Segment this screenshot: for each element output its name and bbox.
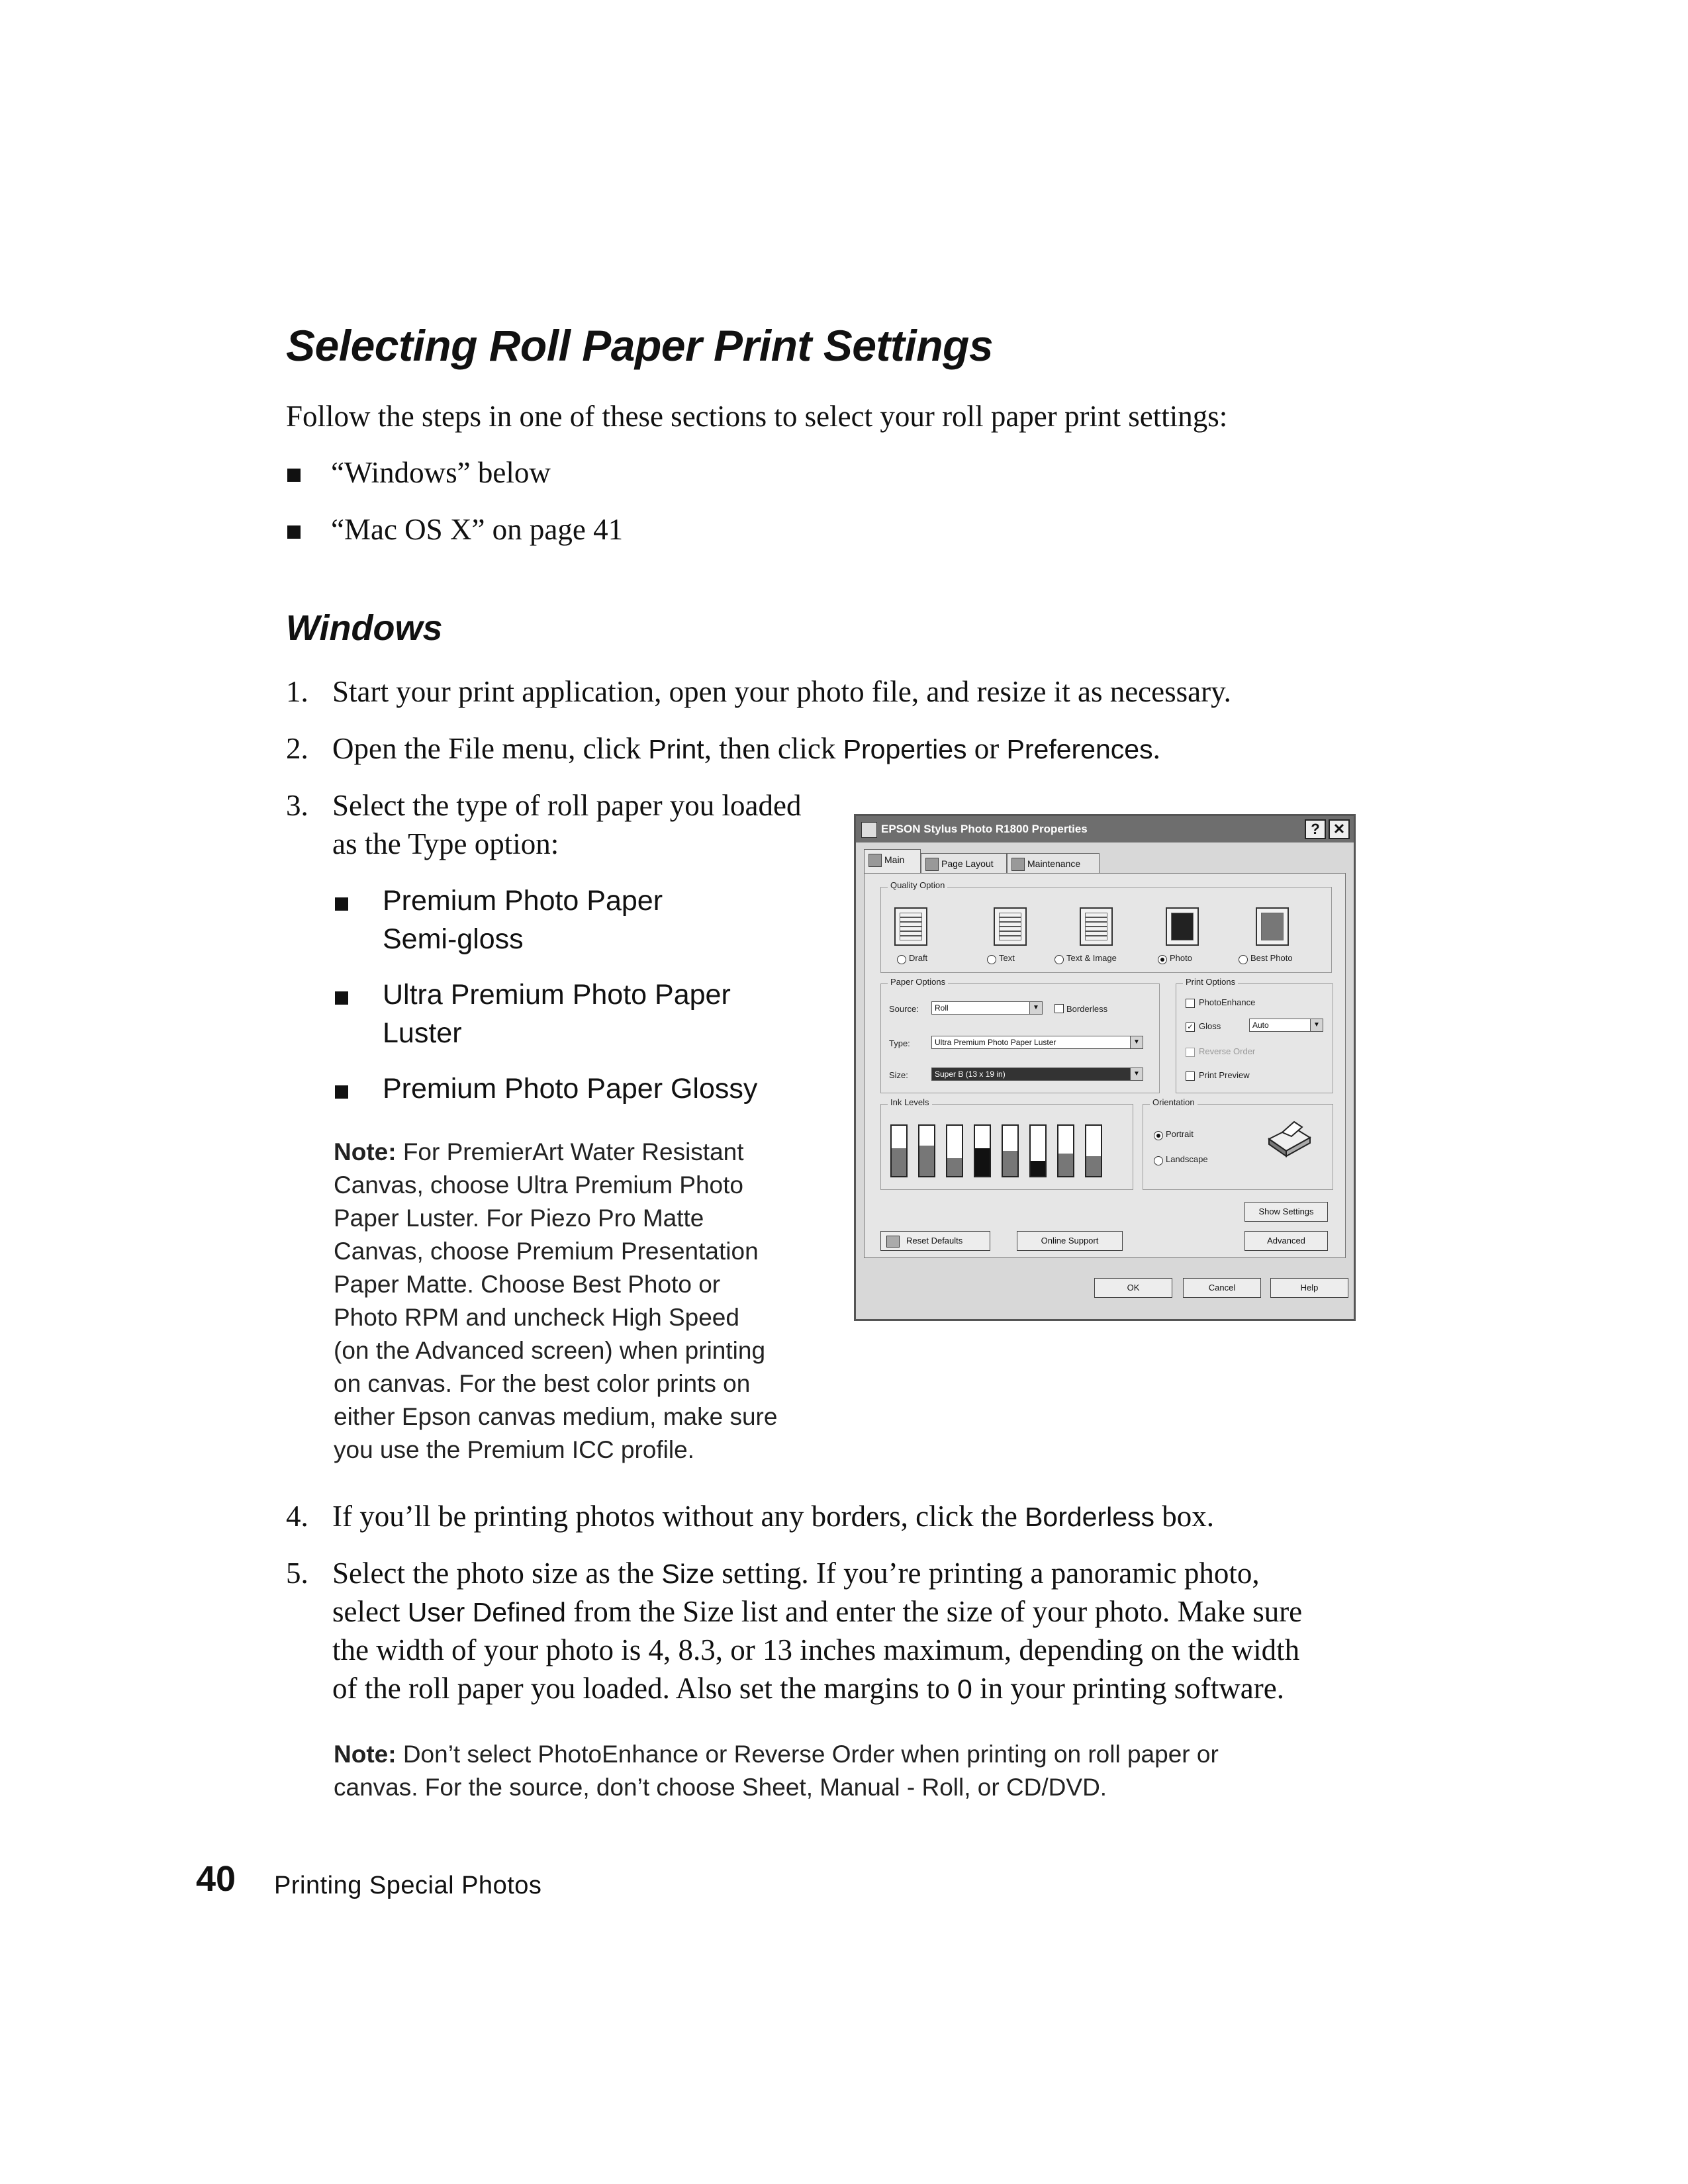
note-line: Photo RPM and uncheck High Speed xyxy=(334,1304,739,1331)
printer-icon xyxy=(861,822,877,838)
print-command: Print xyxy=(648,734,704,764)
dialog-title-bar xyxy=(856,816,1354,842)
printer-properties-dialog xyxy=(854,814,1356,1321)
bullet-square xyxy=(335,897,348,911)
step-4-text xyxy=(332,1497,1214,1536)
group-label: Paper Options xyxy=(888,977,948,987)
step-5-text: select xyxy=(332,1595,408,1628)
note-line: For PremierArt Water Resistant xyxy=(396,1138,744,1165)
text-radio[interactable] xyxy=(987,955,996,964)
gloss-value: Auto xyxy=(1252,1021,1269,1030)
preferences-command: Preferences xyxy=(1006,734,1153,764)
step-4-end: box. xyxy=(1154,1500,1215,1533)
main-tab-panel xyxy=(864,873,1346,1258)
size-select[interactable] xyxy=(931,1068,1143,1081)
orientation-group xyxy=(1143,1097,1333,1190)
size-label: Size: xyxy=(889,1070,908,1080)
size-term: Size xyxy=(661,1559,715,1589)
ink-cartridge xyxy=(918,1124,935,1177)
ink-level-fill xyxy=(1086,1156,1101,1176)
page-number: 40 xyxy=(196,1859,236,1899)
ink-cartridge xyxy=(1057,1124,1074,1177)
ink-cartridge xyxy=(1085,1124,1102,1177)
note-line: Paper Luster. For Piezo Pro Matte xyxy=(334,1205,704,1232)
text-image-radio[interactable] xyxy=(1055,955,1064,964)
reset-defaults-button[interactable] xyxy=(880,1231,990,1251)
ink-level-fill xyxy=(975,1148,990,1176)
help-icon[interactable]: ? xyxy=(1305,819,1326,839)
step-5-text: of the roll paper you loaded. Also set the margins to xyxy=(332,1672,957,1705)
page-title: Selecting Roll Paper Print Settings xyxy=(286,321,994,370)
landscape-radio[interactable] xyxy=(1154,1156,1163,1165)
ink-level-fill xyxy=(892,1148,906,1176)
tab-label: Main xyxy=(884,854,905,865)
user-defined-term: User Defined xyxy=(407,1597,566,1627)
zero-term: 0 xyxy=(957,1674,972,1704)
show-settings-button[interactable]: Show Settings xyxy=(1244,1202,1328,1222)
text-image-label: Text & Image xyxy=(1066,953,1117,963)
photoenhance-checkbox[interactable] xyxy=(1186,999,1195,1008)
note-line: you use the Premium ICC profile. xyxy=(334,1436,694,1463)
paper-type-item: Premium Photo Paper Glossy xyxy=(383,1073,758,1105)
ok-button[interactable]: OK xyxy=(1094,1278,1172,1298)
dialog-title: EPSON Stylus Photo R1800 Properties xyxy=(881,823,1088,835)
ink-cartridge xyxy=(1002,1124,1019,1177)
tab-label: Page Layout xyxy=(941,858,994,869)
section-heading-windows: Windows xyxy=(286,608,443,648)
gloss-select[interactable] xyxy=(1249,1019,1323,1032)
gloss-label: Gloss xyxy=(1199,1021,1221,1031)
note-line: Canvas, choose Premium Presentation xyxy=(334,1238,759,1265)
photo-quality-icon[interactable] xyxy=(1166,907,1199,946)
step-number: 1. xyxy=(286,675,308,708)
tab-page-layout[interactable] xyxy=(921,853,1007,873)
ink-level-fill xyxy=(919,1146,934,1176)
note-canvas xyxy=(334,1136,837,1467)
borderless-checkbox[interactable] xyxy=(1055,1004,1064,1013)
step-5-line-1 xyxy=(332,1554,1260,1593)
draft-label: Draft xyxy=(909,953,928,963)
reset-defaults-label: Reset Defaults xyxy=(906,1236,963,1246)
step-5-line-2 xyxy=(332,1592,1302,1631)
step-5-text: Select the photo size as the xyxy=(332,1557,662,1590)
cancel-button[interactable]: Cancel xyxy=(1183,1278,1261,1298)
draft-quality-icon[interactable] xyxy=(894,907,927,946)
draft-radio[interactable] xyxy=(897,955,906,964)
note-label: Note: xyxy=(334,1741,397,1768)
step-number: 4. xyxy=(286,1500,308,1533)
paper-type-item: Ultra Premium Photo Paper xyxy=(383,979,731,1011)
type-select[interactable] xyxy=(931,1036,1143,1049)
step-2-end: . xyxy=(1152,732,1160,765)
photo-label: Photo xyxy=(1170,953,1192,963)
step-4-pre: If you’ll be printing photos without any borders, click the xyxy=(332,1500,1025,1533)
best-photo-quality-icon[interactable] xyxy=(1256,907,1289,946)
page-layout-icon xyxy=(925,858,939,871)
chevron-down-icon: ▼ xyxy=(1029,1002,1042,1014)
paper-type-item-line-2: Luster xyxy=(383,1017,462,1049)
group-label: Ink Levels xyxy=(888,1097,932,1107)
step-2-mid: , then click xyxy=(704,732,843,765)
note-line: (on the Advanced screen) when printing xyxy=(334,1337,766,1364)
step-3-line-2: as the Type option: xyxy=(332,827,559,860)
reset-icon xyxy=(886,1236,900,1248)
ink-cartridge xyxy=(946,1124,963,1177)
chevron-down-icon: ▼ xyxy=(1310,1019,1323,1031)
portrait-radio[interactable] xyxy=(1154,1131,1163,1140)
ink-cartridge xyxy=(974,1124,991,1177)
step-5-text: from the Size list and enter the size of your photo. Make sure xyxy=(565,1595,1303,1628)
text-quality-icon[interactable] xyxy=(994,907,1027,946)
online-support-button[interactable]: Online Support xyxy=(1017,1231,1123,1251)
step-number: 5. xyxy=(286,1557,308,1590)
step-number: 2. xyxy=(286,732,308,765)
advanced-button[interactable]: Advanced xyxy=(1244,1231,1328,1251)
quality-option-group xyxy=(880,880,1332,973)
paper-type-item: Premium Photo Paper xyxy=(383,885,663,917)
note-line: canvas. For the source, don’t choose Sheet, Manual - Roll, or CD/DVD. xyxy=(334,1774,1107,1801)
source-select[interactable] xyxy=(931,1001,1043,1015)
step-1-text: Start your print application, open your photo file, and resize it as necessary. xyxy=(332,675,1231,708)
ink-levels-group xyxy=(880,1097,1133,1190)
best-photo-label: Best Photo xyxy=(1250,953,1293,963)
bullet-square xyxy=(335,991,348,1005)
ink-level-fill xyxy=(1031,1161,1045,1176)
tab-label: Maintenance xyxy=(1027,858,1081,869)
close-icon[interactable]: ✕ xyxy=(1329,819,1350,839)
bullet-square xyxy=(287,469,301,482)
paper-type-item-line-2: Semi-gloss xyxy=(383,923,524,955)
properties-command: Properties xyxy=(843,734,967,764)
gloss-checkbox[interactable]: ✓ xyxy=(1186,1023,1195,1032)
step-2-or: or xyxy=(966,732,1007,765)
size-value: Super B (13 x 19 in) xyxy=(935,1069,1006,1079)
step-5-line-4 xyxy=(332,1669,1284,1708)
maintenance-icon xyxy=(1011,858,1025,871)
photoenhance-label: PhotoEnhance xyxy=(1199,997,1256,1007)
note-label: Note: xyxy=(334,1138,397,1165)
reverse-order-label: Reverse Order xyxy=(1199,1046,1256,1056)
borderless-label: Borderless xyxy=(1066,1004,1108,1014)
print-preview-label: Print Preview xyxy=(1199,1070,1250,1080)
portrait-label: Portrait xyxy=(1166,1129,1194,1139)
borderless-term: Borderless xyxy=(1025,1502,1155,1532)
type-label: Type: xyxy=(889,1038,910,1048)
print-options-group xyxy=(1176,977,1333,1093)
photo-radio[interactable] xyxy=(1158,955,1167,964)
tab-main[interactable] xyxy=(864,849,921,874)
chevron-down-icon: ▼ xyxy=(1130,1036,1143,1048)
best-photo-radio[interactable] xyxy=(1239,955,1248,964)
link-mac-os-x[interactable]: “Mac OS X” on page 41 xyxy=(331,513,624,546)
ink-level-fill xyxy=(947,1158,962,1176)
paper-options-group xyxy=(880,977,1160,1093)
step-3-line-1: Select the type of roll paper you loaded xyxy=(332,789,802,822)
ink-level-fill xyxy=(1058,1154,1073,1176)
landscape-label: Landscape xyxy=(1166,1154,1208,1164)
group-label: Orientation xyxy=(1150,1097,1197,1107)
note-line: Don’t select PhotoEnhance or Reverse Order when printing on roll paper or xyxy=(396,1741,1219,1768)
ink-level-fill xyxy=(1003,1151,1017,1176)
text-image-quality-icon[interactable] xyxy=(1080,907,1113,946)
step-2-text xyxy=(332,729,1160,768)
intro-text: Follow the steps in one of these sections to select your roll paper print settings: xyxy=(286,400,1228,433)
source-value: Roll xyxy=(935,1003,949,1013)
note-line: on canvas. For the best color prints on xyxy=(334,1370,751,1397)
ink-cartridge xyxy=(1029,1124,1047,1177)
step-5-line-3: the width of your photo is 4, 8.3, or 13 inches maximum, depending on the width xyxy=(332,1633,1300,1666)
source-label: Source: xyxy=(889,1004,919,1014)
link-windows[interactable]: “Windows” below xyxy=(331,456,551,489)
help-button[interactable]: Help xyxy=(1270,1278,1348,1298)
reverse-order-checkbox[interactable] xyxy=(1186,1048,1195,1057)
bullet-square xyxy=(287,525,301,539)
note-line: Canvas, choose Ultra Premium Photo xyxy=(334,1171,743,1199)
printer-illustration-icon xyxy=(1262,1119,1313,1159)
tab-maintenance[interactable] xyxy=(1007,853,1100,873)
note-roll-paper xyxy=(334,1738,1219,1804)
note-line: Paper Matte. Choose Best Photo or xyxy=(334,1271,721,1298)
step-5-text: setting. If you’re printing a panoramic photo, xyxy=(714,1557,1260,1590)
note-line: either Epson canvas medium, make sure xyxy=(334,1403,778,1430)
footer-section-title: Printing Special Photos xyxy=(274,1872,542,1899)
chevron-down-icon: ▼ xyxy=(1130,1068,1143,1080)
step-number: 3. xyxy=(286,789,308,822)
step-5-text: in your printing software. xyxy=(972,1672,1284,1705)
ink-cartridge xyxy=(890,1124,908,1177)
group-label: Quality Option xyxy=(888,880,947,890)
bullet-square xyxy=(335,1085,348,1099)
step-2-pre: Open the File menu, click xyxy=(332,732,649,765)
main-tab-icon xyxy=(868,854,882,867)
text-label: Text xyxy=(999,953,1015,963)
group-label: Print Options xyxy=(1183,977,1238,987)
type-value: Ultra Premium Photo Paper Luster xyxy=(935,1038,1056,1047)
print-preview-checkbox[interactable] xyxy=(1186,1071,1195,1081)
